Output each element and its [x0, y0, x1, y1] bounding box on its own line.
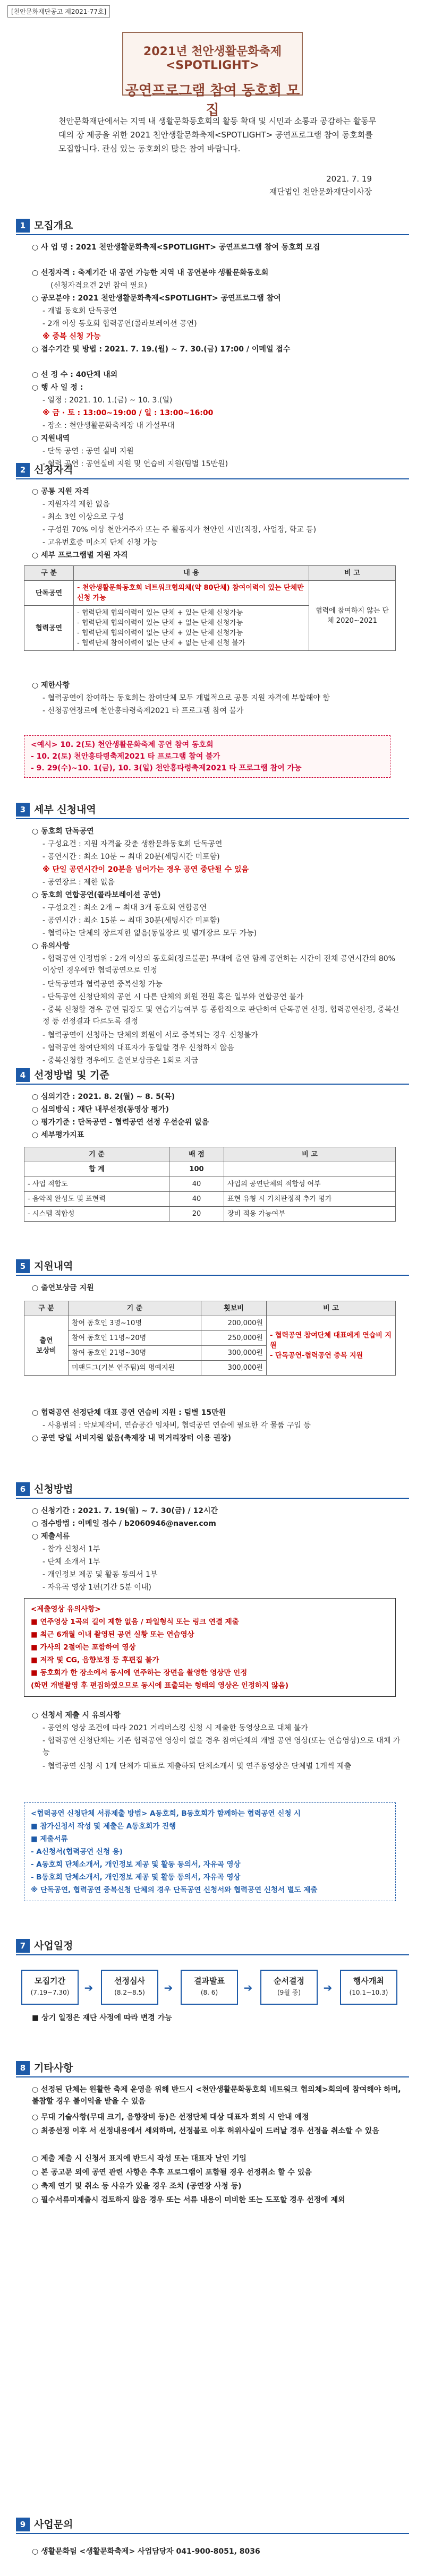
schedule-step-title: 순서결정	[274, 1976, 304, 1986]
section-divider	[16, 2533, 409, 2534]
arrow-right-icon: ➔	[84, 1981, 94, 1994]
text-line: ○ 신청기간 : 2021. 7. 19(월) ~ 7. 30(금) / 12시간	[32, 1507, 218, 1515]
text-line: - 단체 소개서 1부	[42, 1558, 100, 1566]
arrow-right-icon: ➔	[243, 1981, 253, 1994]
arrow-right-icon: ➔	[164, 1981, 173, 1994]
text-line: - 고유번호증 미소지 단체 신청 가능	[42, 538, 158, 547]
text-line: ○ 사 업 명 : 2021 천안생활문화축제<SPOTLIGHT> 공연프로그램 참여 동호회 모집	[32, 243, 320, 252]
schedule-step-title: 모집기간	[35, 1976, 65, 1986]
intro-paragraph: 천안문화재단에서는 지역 내 생활문화동호회의 활동 확대 및 시민과 소통과 공감하는 활동무대의 장 제공을 위한 2021 천안생활문화축제<SPOTLIGHT> 공연프로그램 참여 동호회를 모집합니다. 관심 있는 동호회의 많은 참여 바랍니다.	[58, 116, 377, 153]
text-line: - 중복 신청할 경우 공연 팀장도 및 연습기능여부 등 종합적으로 판단하여 단독공연 선정, 협력공연선정, 중복선정 등 선정결과 다르도록 결정	[42, 1006, 400, 1026]
section-5-header	[16, 1258, 409, 1275]
section-divider	[16, 1954, 409, 1955]
text-line: - 협력공연에 참여하는 동호회는 참여단체 모두 개별적으로 공통 지원 자격에 부합해야 함	[42, 694, 330, 702]
section-title: 모집개요	[34, 220, 73, 231]
text-line: - 협력공연 신청 시 1개 단체가 대표로 제출하되 단체소개서 및 연주동영상은 단체별 1개씩 제출	[42, 1762, 352, 1771]
table-row: 출연 보상비 참여 동호인 3명~10명 200,000원 - 협력공연 참여단체 대표에게 연습비 지원 - 단독공연-협력공연 중복 지원	[24, 1316, 396, 1331]
section-title: 사업문의	[34, 2519, 73, 2530]
table-row: 참여 동호인 21명~30명 300,000원	[24, 1346, 396, 1361]
text-line: - 협력공연 인정범위 : 2개 이상의 동호회(장르불문) 무대에 출연 함께 공연하는 시간이 전체 공연시간의 80% 이상인 경우에만 협력공연으로 인정	[42, 955, 395, 975]
table-row: 단독공연 - 천안생활문화동호회 네트워크협의체(약 80단체) 참여이력이 있는 단체만 신청 가능 협력에 참여하지 않는 단체 2020~2021	[24, 581, 396, 606]
text-line: - 협력 공연 : 공연실비 지원 및 연습비 지원(팀별 15만원)	[42, 460, 228, 468]
eligibility-table	[24, 565, 396, 651]
section-number: 8	[16, 2061, 30, 2075]
text-line: ○ 필수서류미제출시 검토하지 않음 경우 또는 서류 내용이 미비한 또는 도포할 경우 선정에 제외	[32, 2196, 345, 2204]
text-line: ※ 단일 공연시간이 20분을 넘어가는 경우 공연 중단될 수 있음	[42, 865, 249, 874]
schedule-step-date: (8.2~8.5)	[114, 1989, 145, 1996]
table-row: 참여 동호인 11명~20명 250,000원	[24, 1331, 396, 1346]
schedule-step	[101, 1970, 158, 2005]
section-title: 사업일정	[34, 1940, 73, 1952]
section-number: 9	[16, 2518, 30, 2531]
section-7-header	[16, 1938, 409, 1955]
text-line: ○ 평가기준 : 단독공연 - 협력공연 선정 우선순위 없음	[32, 1118, 209, 1127]
text-line: ○ 선정된 단체는 원활한 축제 운영을 위해 반드시 <천안생활문화동호회 네트워크 협의체>회의에 참여해야 하며, 불참할 경우 불이익을 받을 수 있음	[32, 2085, 401, 2106]
text-line: ○ 제출 제출 시 신청서 표지에 반드시 작성 또는 대표자 날인 기입	[32, 2154, 246, 2163]
section-divider	[16, 1275, 409, 1276]
document-number: [천안문화재단공고 제2021-77호]	[7, 5, 110, 18]
table-header: 비 고	[309, 566, 396, 581]
table-header: 내 용	[74, 566, 309, 581]
text-line: - 장소 : 천안생활문화축제장 내 가설무대	[42, 422, 175, 430]
schedule-flow	[21, 1970, 404, 2017]
text-line: ○ 세부 프로그램별 지원 자격	[32, 551, 128, 560]
text-line: - 사용범위 : 악보제작비, 연습공간 임차비, 협력공연 연습에 필요한 각 물품 구입 등	[42, 1421, 311, 1430]
title-line2: 공연프로그램 참여 동호회 모집	[125, 83, 300, 118]
text-line: ○ 세부평가지표	[32, 1131, 84, 1139]
schedule-step-title: 결과발표	[194, 1976, 225, 1986]
section-title: 세부 신청내역	[34, 804, 96, 815]
collab-submission-box: <협력공연 신청단체 서류제출 방법> A동호회, B동호회가 함께하는 협력공연 신청 시 ■ 참가신청서 작성 및 제출은 A동호회가 진행 ■ 제출서류 - A신청서(협력공연 신청 용) - A동호회 단체소개서, 개인정보 제공 및 활동 동의서, 자유곡 영상 - B동호회 단체소개서, 개인정보 제공 및 활동 동의서, 자유곡 영상 ※ 단독공연, 협력공연 중복신청 단체의 경우 단독공연 신청서와 협력공연 신청서 별도 제출	[24, 1802, 396, 1901]
table-row: 미팬드그(기본 연주팀)의 명예지원 300,000원	[24, 1361, 396, 1376]
text-line: ○ 선 정 수 : 40단체 내외	[32, 371, 118, 379]
schedule-step	[181, 1970, 238, 2005]
table-row: - 음악적 완성도 및 표현력 40 표현 유형 시 가치판정적 추가 평가	[24, 1192, 396, 1207]
section-divider	[16, 234, 409, 235]
schedule-step-date: (7.19~7.30)	[30, 1989, 70, 1996]
text-line: - 자유곡 영상 1편(기간 5분 이내)	[42, 1583, 151, 1592]
text-line: ※ 금 · 토 : 13:00~19:00 / 일 : 13:00~16:00	[42, 409, 214, 417]
text-line: - 지원자격 제한 없음	[42, 500, 110, 509]
text-line: ○ 공모분야 : 2021 천안생활문화축제<SPOTLIGHT> 공연프로그램 참여	[32, 294, 281, 303]
section-divider	[16, 818, 409, 819]
section-title: 신청방법	[34, 1483, 73, 1495]
section-number: 4	[16, 1068, 30, 1082]
text-line: - 공연시간 : 최소 15분 ~ 최대 30분(세팅시간 미포함)	[42, 916, 220, 925]
text-line: ○ 접수방법 : 이메일 접수 / b2060946@naver.com	[32, 1519, 216, 1528]
section-title: 지원내역	[34, 1260, 73, 1272]
table-row: - 시스템 적합성 20 장비 적용 가능여부	[24, 1207, 396, 1222]
text-line: - 구성요건 : 지원 자격을 갖춘 생활문화동호회 단독공연	[42, 840, 223, 848]
announcement-date: 2021. 7. 19	[326, 174, 372, 184]
section-8-header	[16, 2060, 409, 2077]
section-number: 5	[16, 1259, 30, 1273]
text-line: ○ 유의사항	[32, 942, 70, 950]
section-divider	[16, 1084, 409, 1085]
section-divider	[16, 1498, 409, 1499]
section-divider	[16, 478, 409, 479]
title-line1: 2021년 천안생활문화축제<SPOTLIGHT>	[143, 45, 282, 72]
text-line: ○ 최종선정 이후 서 선정내용에서 세외하며, 선정불로 이후 허위사실이 드러날 경우 선정을 취소할 수 있음	[32, 2127, 379, 2135]
text-line: - 협력공연에 신청하는 단체의 회원이 서로 중복되는 경우 신청불가	[42, 1031, 258, 1040]
text-line: - 공연장르 : 제한 없음	[42, 878, 115, 887]
table-header: 구 분	[24, 566, 74, 581]
schedule-note: ■ 상기 일정은 재단 사정에 따라 변경 가능	[32, 2014, 172, 2022]
section-1-header	[16, 218, 409, 235]
text-line: ○ 출연보상금 지원	[32, 1284, 94, 1292]
table-row: 협력공연 - 협력단체 협의이력이 있는 단체 + 있는 단체 신청가능 - 협력단체 협의이력이 있는 단체 + 없는 단체 신청가능 - 협력단체 협의이력이 없는 단체 + 있는 단체 신청가능 - 협력단체 참여이력이 없는 단체 + 없는 단체 신청 불가	[24, 606, 396, 651]
section-divider	[16, 2076, 409, 2077]
text-line: ○ 동호회 단독공연	[32, 827, 94, 836]
schedule-step-date: (10.1~10.3)	[349, 1989, 388, 1996]
text-line: - 신청공연장르에 천안홍타령축제2021 타 프로그램 참여 불가	[42, 707, 244, 715]
text-line: ○ 무대 기술사항(무대 크기, 음향장비 등)은 선정단체 대상 대표자 회의 시 안내 예정	[32, 2113, 309, 2122]
text-line: ○ 접수기간 및 방법 : 2021. 7. 19.(월) ~ 7. 30.(금) 17:00 / 이메일 접수	[32, 345, 291, 354]
text-line: - 단독공연과 협력공연 중복신청 가능	[42, 980, 163, 989]
text-line: ○ 심의기간 : 2021. 8. 2(월) ~ 8. 5(목)	[32, 1093, 175, 1101]
text-line: ○ 협력공연 선정단체 대표 공연 연습비 지원 : 팀별 15만원	[32, 1409, 226, 1417]
text-line: - 구성원 70% 이상 천안거주자 또는 주 활동지가 천안인 시민(직장, 사업장, 학교 등)	[42, 526, 317, 534]
section-3-header	[16, 802, 409, 819]
section-number: 1	[16, 219, 30, 233]
organization: 재단법인 천안문화재단이사장	[269, 187, 372, 196]
text-line: ○ 제출서류	[32, 1532, 70, 1541]
schedule-step-title: 행사개최	[353, 1976, 384, 1986]
section-number: 7	[16, 1939, 30, 1953]
text-line: - 단독 공연 : 공연 실비 지원	[42, 447, 134, 456]
section-number: 6	[16, 1482, 30, 1496]
text-line: ○ 제한사항	[32, 681, 70, 690]
text-line: ○ 축제 연기 및 취소 등 사유가 있을 경우 조치 (공연장 사정 등)	[32, 2182, 242, 2191]
text-line: - 구성요건 : 최소 2개 ~ 최대 3개 동호회 연합공연	[42, 904, 207, 912]
table-row: 합 계 100	[24, 1162, 396, 1177]
text-line: - 협력하는 단체의 장르제한 없음(동일장르 및 별개장르 모두 가능)	[42, 929, 257, 938]
text-line: - 개별 동호회 단독공연	[42, 307, 117, 315]
section-number: 3	[16, 803, 30, 817]
text-line: - 단독공연 신청단체의 공연 시 다른 단체의 회원 전원 혹은 일부와 연합공연 불가	[42, 993, 304, 1001]
section-title: 선정방법 및 기준	[34, 1069, 109, 1081]
schedule-step	[260, 1970, 318, 2005]
evaluation-table: 기 준 배 점 비 고 합 계 100 - 사업 적합도 40 사업의 공연단체의 적합성 여부 - 음악적 완성도 및 표현력 40 표현 유형 시 가치판정적 추가 평가 - 시스템 적합성 20 장비 적용 가능여부	[24, 1147, 396, 1222]
text-line: ○ 본 공고문 외에 공연 관련 사항은 추후 프로그램이 포함될 경우 선정취소 할 수 있음	[32, 2168, 312, 2177]
section-title: 기타사항	[34, 2062, 73, 2074]
schedule-step-date: (9월 중)	[277, 1989, 301, 1996]
schedule-step-date: (8. 6)	[200, 1989, 218, 1996]
text-line: - 공연시간 : 최소 10분 ~ 최대 20분(세팅시간 미포함)	[42, 853, 220, 861]
video-caution-box: <제출영상 유의사항> ■ 연주영상 1곡의 길이 제한 없음 / 파일형식 또는 링크 연결 제출 ■ 최근 6개월 이내 촬영된 공연 실황 또는 연습영상 ■ 가사의 2절에는 포함하여 영상 ■ 저작 및 CG, 음향보정 등 후편집 불가 ■ 동호회가 한 장소에서 동시에 연주하는 장면을 촬영한 영상만 인정 (화면 개별촬영 후 편집하였으므로 동시에 표출되는 형태의 영상은 인정하지 않음)	[24, 1598, 396, 1697]
arrow-right-icon: ➔	[323, 1981, 333, 1994]
section-title: 신청자격	[34, 464, 73, 476]
title-box	[122, 32, 303, 118]
support-table: 구 분 기 준 횟보비 비 고 출연 보상비 참여 동호인 3명~10명 200,000원 - 협력공연 참여단체 대표에게 연습비 지원 - 단독공연-협력공연 중복 지원 참여 동호인 11명~20명 250,000원 참여 동호인 21명~30명 300,000원 미팬드그(기본 연주팀)의 명예지원 300,000원	[24, 1301, 396, 1376]
text-line: ○ 행 사 일 정 :	[32, 383, 83, 392]
contact-info: ○ 생활문화팀 <생활문화축제> 사업담당자 041-900-8051, 8036	[32, 2547, 260, 2556]
text-line: ※ 중복 신청 가능	[42, 332, 101, 341]
text-line: - 참가 신청서 1부	[42, 1545, 100, 1553]
text-line: (신청자격요건 2번 참여 필요)	[50, 281, 147, 290]
section-9-header	[16, 2517, 409, 2534]
text-line: ○ 공연 당일 서비지원 없음(축제장 내 먹거리장터 이용 권장)	[32, 1434, 232, 1442]
text-line: ○ 지원내역	[32, 434, 70, 443]
text-line: - 협력공연 신청단체는 기존 협력공연 영상이 없을 경우 참여단체의 개별 공연 영상(또는 연습영상)으로 대체 가능	[42, 1737, 401, 1757]
text-line: - 개인정보 제공 및 활동 동의서 1부	[42, 1570, 158, 1579]
text-line: - 중복신청할 경우에도 출연보상금은 1회로 지급	[42, 1057, 199, 1065]
text-line: - 공연의 영상 조건에 따라 2021 거리버스킹 신청 시 제출한 동영상으로 대체 불가	[42, 1724, 308, 1732]
section-number: 2	[16, 463, 30, 477]
text-line: ○ 선정자격 : 축제기간 내 공연 가능한 지역 내 공연분야 생활문화동호회	[32, 269, 269, 277]
table-row: - 사업 적합도 40 사업의 공연단체의 적합성 여부	[24, 1177, 396, 1192]
text-line: ○ 동호회 연합공연(콜라보레이션 공연)	[32, 891, 161, 899]
text-line: - 협력공연 참여단체의 대표자가 동일할 경우 신청하지 않음	[42, 1044, 234, 1052]
text-line: - 일정 : 2021. 10. 1.(금) ~ 10. 3.(일)	[42, 396, 173, 405]
section-6-header	[16, 1481, 409, 1498]
schedule-step	[21, 1970, 79, 2005]
text-line: ○ 신청서 제출 시 유의사항	[32, 1711, 121, 1720]
text-line: - 최소 3인 이상으로 구성	[42, 513, 124, 521]
section-4-header	[16, 1067, 409, 1084]
date-org	[269, 173, 372, 198]
text-line: - 2개 이상 동호회 협력공연(콜라보레이션 공연)	[42, 320, 197, 328]
schedule-step	[340, 1970, 397, 2005]
example-note: <예시> 10. 2(토) 천안생활문화축제 공연 참여 동호회 - 10. 2(토) 천안홍타령축제2021 타 프로그램 참여 불가 - 9. 29(수)~10. 1(금), 10. 3(일) 천안홍타령축제2021 타 프로그램 참여 가능	[24, 735, 390, 778]
text-line: ○ 심의방식 : 재단 내부선정(동영상 평가)	[32, 1105, 169, 1114]
schedule-step-title: 선정심사	[114, 1976, 145, 1986]
text-line: ○ 공통 지원 자격	[32, 487, 89, 496]
section-2-header	[16, 462, 409, 479]
